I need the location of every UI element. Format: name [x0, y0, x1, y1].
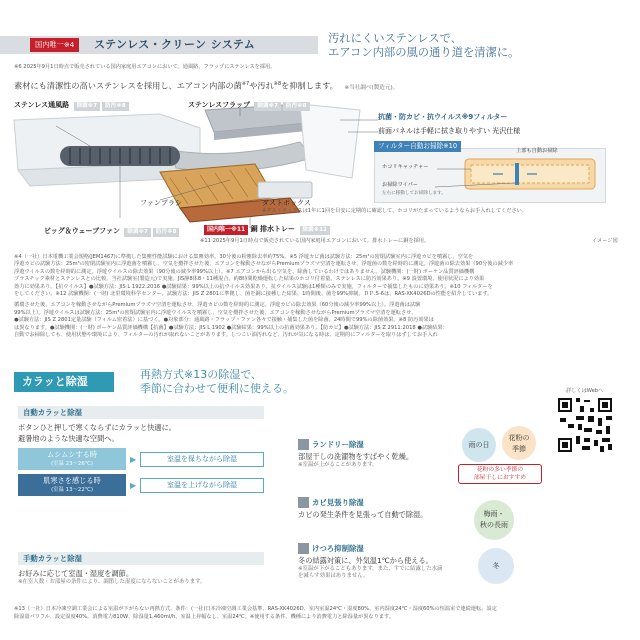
square-icon	[298, 439, 309, 450]
duct-label-text: ステンレス通風路	[14, 101, 70, 109]
intro-sup-1: ※7	[241, 81, 250, 87]
dehumidify-lead-2: 季節に合わせて便利に使える。	[140, 382, 294, 395]
note-11: ※11 2025年9月1日時点で販売されている国内家庭用エアコンにおいて。排水トレーに銅を採用。	[200, 238, 430, 244]
filter-top-label: 上部も自動お掃除	[516, 148, 558, 154]
arrow-icon: ▶	[130, 454, 137, 464]
footnote-line: 循環させた後、エアコンを稼動させながらPremiumプラズマ空清を運転させ、浮遊カビの数を経時的に測定。浮遊カビの除去効果（60分後の減少率99%以上）。浮遊菌は試験	[14, 302, 421, 309]
footnotes-block-1	[14, 254, 628, 339]
mode-humid-title: ムシムシする時	[46, 450, 98, 459]
footnote-line: 浮遊ウイルスの数を経時的に測定。浮遊ウイルスの除去効果（90分後の減少率99%以上）。※7 エアコンから出る空気を、除菌しているわけではありません。試験機関：(一財) ボーケン品質評価機構	[14, 268, 475, 275]
mode-humid-desc: 室温を保ちながら除湿	[140, 452, 264, 467]
mode-chilly-range: (室温 13〜22℃)	[51, 487, 93, 493]
footnote-13-line-1: ※13（一社）日本冷凍空調工業会による室温が下がらない再熱方式。条件：(一社)日本冷凍空調工業会基準、RAS-XK4026D、室内室温24℃・湿度80%、室内湿度24℃・湿度60%の恒温室で連続運転。設定	[14, 606, 497, 612]
web-label: 詳しくはWebへ	[566, 388, 604, 394]
tray-label-text: 銅 排水トレー	[250, 225, 296, 233]
footnote-line: ●試験方法：JIS Z 2801定量試験（フィルム密着法）に基づく。●対象部分：通風路・フラップ・ファン各々で接触・捕集した菌を除菌。24時間で99%の除菌効果。※8 防汚効果は	[14, 317, 434, 324]
season-line-2: 秋の長雨	[480, 521, 508, 529]
footnote-line: 自動でお掃除しても、使用状態や環境により、フィルターの汚れが取れないことがあります。しつこい油汚れなど、汚れが気になる時は、定期的にフィルターを取りはずしてお手入れ	[14, 332, 438, 339]
antibac-filter-label: 抗菌・防カビ・抗ウイルス※9フィルター	[378, 113, 508, 121]
laundry-title: ランドリー除湿	[312, 440, 364, 449]
intro-note: ※当社調べ(製造元)。	[344, 84, 399, 91]
duct-label	[14, 100, 129, 111]
fan-chip-antibac: 除菌※7	[124, 228, 151, 237]
auto-dry-card	[18, 406, 264, 496]
dehumidify-badge: カラッと除湿	[14, 372, 114, 392]
pollen-line-1: 花粉の	[508, 434, 530, 442]
footnote-13-line-2: 除湿量パワフル、設定湿度40%。消費電力810W、除湿量1,460ml/h、室温上昇幅なし、室温24℃。※使用する条件、機種により消費電力と除湿量が異なります。	[14, 614, 394, 620]
big-fan-label-text: ビッグ＆ウェーブファン	[44, 227, 120, 235]
condensation-note-2: を減らす効果はありません。	[298, 573, 369, 580]
flap-label	[188, 100, 310, 111]
intro-part-a: 素材にも清潔性の高いステンレスを採用し、エアコン内部の菌	[14, 80, 242, 91]
square-icon	[298, 497, 309, 508]
winter-circle: 冬	[478, 548, 514, 584]
dust-catcher-label: ホコリキャッチャー	[382, 164, 429, 170]
mold-watch-body: カビの発生条件を見張って自動で除湿。	[298, 510, 428, 519]
manual-dry-body: お好みに応じて室温・湿度を調節。	[18, 569, 134, 578]
mold-header	[298, 496, 468, 509]
frost-header	[298, 542, 498, 555]
rainy-season-circle	[474, 500, 514, 540]
mode-humid	[18, 448, 126, 470]
square-icon	[298, 543, 309, 554]
mold-watch-title: カビ見張り除湿	[312, 498, 364, 507]
mold-watch-card	[298, 496, 468, 520]
fan-chip-antistain: 防汚※8	[153, 228, 180, 237]
mode-chilly	[18, 474, 126, 496]
drain-tray-label	[204, 224, 330, 235]
tray-exclusive-badge: 国内唯一※11	[204, 225, 248, 235]
intro-part-c: を抑制します。	[281, 80, 338, 91]
section-title: ステンレス・クリーン システム	[94, 38, 256, 51]
pollen-circle	[502, 426, 536, 460]
fan-brush-label: ファンブラシ	[140, 199, 182, 207]
footnote-line: ※4（一社）日本電機工業会規格(JEM1467)に準拠した集塵性能試験における集塵効率。30分後の粉塵除去率約75%。※5 浮遊カビ菌は試験方法：25m³の密閉試験室内に浮遊カビを噴霧し、空気を	[14, 254, 474, 260]
flap-chip-antibac: 除菌※7	[254, 102, 281, 111]
dehumidify-lead-1: 再熱方式※13の除湿で、	[140, 368, 262, 381]
intro-part-b: や汚れ	[249, 80, 274, 91]
dust-box-note: ※ダストボックスは1年に1回を目安に定期的に確認して、ホコリがたまっているようならお手入れしてください。	[262, 208, 527, 214]
manual-dry-card	[18, 552, 264, 586]
mode-row-1	[18, 448, 264, 470]
intro-sup-2: ※8	[273, 81, 282, 87]
manual-dry-title: 手動カラッと除湿	[18, 552, 264, 565]
header-lead	[328, 32, 628, 60]
condensation-body: 冬の結露対策に、外気温1℃から使える。	[298, 556, 433, 565]
flap-chip-antistain: 防汚※8	[283, 102, 310, 111]
dehumidify-lead	[140, 368, 440, 396]
rain-day-circle: 雨の日	[462, 428, 496, 462]
auto-dry-title: 自動カラッと除湿	[18, 406, 264, 419]
footnote-line: プラスチック素材とステンレスとの比較。当社試験室(製造元)で実施。JIS静8体8・11種混合。約8時間乾燥運転した結果のホコリ付着量。ステンレスに防汚効果あり。※9 設置環境、使用状況により効果	[14, 276, 485, 283]
laundry-body: 部屋干しの洗濯物をすばやく乾燥。	[298, 452, 414, 461]
arrow-icon: ▶	[130, 480, 137, 490]
footnote-line: 99%以上）。浮遊ウイルスは試験方法：25m³の密閉試験室内に浮遊ウイルスを噴霧し、空気を攪拌させた後、エアコンを稼動させながらPremiumプラズマ空清を運転させ、	[14, 309, 417, 316]
mode-humid-range: (室温 23〜26℃)	[51, 461, 93, 467]
season-line-1: 梅雨・	[483, 510, 505, 518]
laundry-card	[298, 438, 468, 469]
duct-chip-antistain: 防汚※8	[102, 102, 129, 111]
front-panel-label: 前面パネルは手軽に拭き取りやすい 光沢仕様	[378, 127, 521, 135]
auto-dry-body-1: ボタンひと押しで寒くならずにカラッと快適に。	[18, 423, 176, 432]
wiper-sub: 左右に移動してお掃除します。	[382, 191, 446, 196]
condensation-card	[298, 542, 498, 581]
manual-dry-note: ※在室人数・お部屋の条件により、調節した湿度にならないことがあります。	[18, 579, 206, 585]
image-note: イメージ図	[592, 238, 618, 244]
filter-auto-clean-title: フィルター自動お掃除※10	[374, 141, 461, 152]
lead-line-2: エアコン内部の風の通り道を清潔に。	[328, 46, 520, 59]
mode-chilly-desc: 室温を上げながら除湿	[140, 478, 264, 493]
condensation-note-1: ※室温が下がることもあります。また、すでに結露した水滴	[298, 566, 443, 572]
fan-graphic	[60, 146, 180, 166]
exclusive-badge: 国内唯一※4	[30, 38, 79, 52]
footnote-line: 効力に効果あり。【抗ウイルス】●試験方法：JIS L 1922:2016 ●試験結果：99%以上の抗ウイルス効果あり。抗ウイルス試験は1種類のみで実施。フィルターで捕集したものに効果あり。※10 フィルターを	[14, 283, 493, 290]
note-6: ※6 2025年9月1日時点で販売されている国内家庭用エアコンにおいて。通風路、フラップにステンレスを採用。	[14, 64, 276, 70]
footnote-line: は異なります。●試験機関：(一財) ボーケン品質評価機構【抗菌】●試験方法：JIS L 1902 ●試験結果：99%以上の抗菌効果あり。【防カビ】●試験方法：JIS Z 2911:2018 ●試験結果：	[14, 324, 448, 331]
laundry-note: ※室温が上がることがあります。	[298, 462, 378, 468]
duct-chip-antibac: 除菌※7	[74, 102, 101, 111]
laundry-header	[298, 438, 468, 451]
flap-label-text: ステンレスフラップ	[188, 101, 250, 109]
tray-chip-antibac: 除菌※12	[300, 226, 330, 235]
auto-dry-body-2: 避暑地のような快適な空間へ。	[18, 434, 119, 443]
footnote-line: 浮遊カビの試験方法：25m³の密閉試験室内に浮遊菌を噴霧し、空気を攪拌させた後、エアコンを稼動させながらPremiumプラズマ空清を運転させ、浮遊菌の数を経時的に測定。浮遊菌の除去効果（90分後の減少率	[14, 261, 514, 268]
qr-code[interactable]	[556, 396, 614, 454]
pollen-tag-line-1: 花粉の多い季節の	[476, 467, 524, 473]
mode-row-2	[18, 474, 264, 496]
pollen-line-2: 季節	[512, 445, 526, 453]
condensation-title: けつろ抑制除湿	[312, 544, 364, 553]
pollen-tag-line-2: 部屋干しにおすすめ	[473, 475, 527, 481]
wiper-label: お掃除ワイパー	[382, 182, 419, 188]
dust-box-label: ダストボックス	[262, 199, 311, 207]
big-fan-label	[44, 226, 179, 237]
pollen-recommend-tag	[458, 464, 542, 484]
intro-text	[14, 78, 574, 94]
lead-line-1: 汚れにくいステンレスで、	[328, 32, 462, 45]
mode-chilly-title: 肌寒さを感じる時	[43, 476, 101, 485]
footnote-line: をしてください。※12 試験機関：(一財) 北里環境科学センター。試験方法：JIS Z 2801に準拠し、菌を銅に接種した結果、1時間後、菌を99%抑制。ＤＰ.5-6は、RAS-XK4026Dの性能を紹介しています。	[14, 291, 493, 298]
